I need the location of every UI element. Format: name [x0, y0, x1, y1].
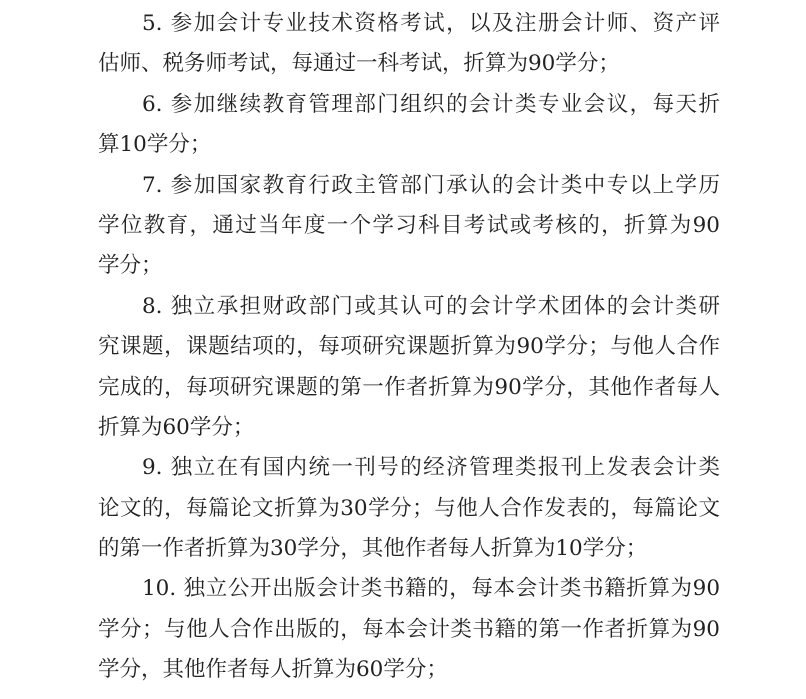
text-line: 论文的，每篇论文折算为30学分；与他人合作发表的，每篇论文 [98, 495, 720, 521]
document-page [98, 4, 720, 691]
text-line: 6. 参加继续教育管理部门组织的会计类专业会议，每天折 [142, 91, 720, 117]
text-line: 完成的，每项研究课题的第一作者折算为90学分，其他作者每人 [98, 374, 720, 400]
text-line: 究课题，课题结项的，每项研究课题折算为90学分；与他人合作 [98, 334, 720, 360]
text-line: 8. 独立承担财政部门或其认可的会计学术团体的会计类研 [142, 293, 720, 319]
text-line: 估师、税务师考试，每通过一科考试，折算为90学分； [98, 51, 620, 77]
text-line: 10. 独立公开出版会计类书籍的，每本会计类书籍折算为90 [142, 576, 720, 602]
text-line: 的第一作者折算为30学分，其他作者每人折算为10学分； [98, 536, 648, 562]
text-line: 学位教育，通过当年度一个学习科目考试或考核的，折算为90 [98, 212, 720, 238]
text-line: 5. 参加会计专业技术资格考试，以及注册会计师、资产评 [142, 11, 720, 36]
text-line: 折算为60学分； [98, 414, 255, 440]
text-line: 9. 独立在有国内统一刊号的经济管理类报刊上发表会计类 [142, 455, 720, 481]
text-line: 7. 参加国家教育行政主管部门承认的会计类中专以上学历 [142, 172, 720, 198]
text-line: 学分； [98, 253, 163, 279]
text-line: 学分；与他人合作出版的，每本会计类书籍的第一作者折算为90 [98, 616, 720, 642]
text-line: 算10学分； [98, 132, 212, 158]
text-line: 学分，其他作者每人折算为60学分； [98, 657, 448, 683]
